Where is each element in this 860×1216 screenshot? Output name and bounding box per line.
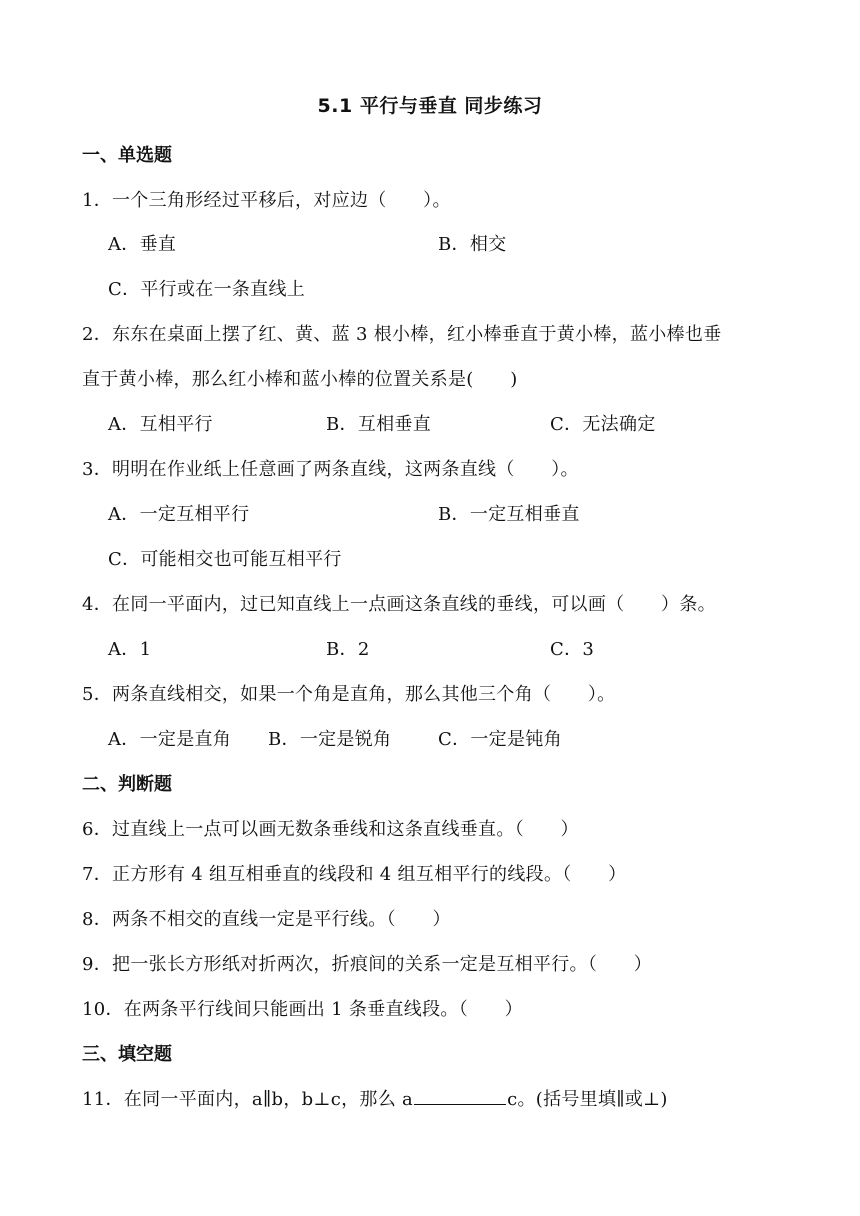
question-6: 6．过直线上一点可以画无数条垂线和这条直线垂直。（ ）	[82, 819, 579, 840]
question-8: 8．两条不相交的直线一定是平行线。（ ）	[82, 909, 451, 930]
question-1-option-a: A．垂直	[108, 234, 177, 255]
question-2-option-a: A．互相平行	[108, 414, 213, 435]
question-2-stem-line-2: 直于黄小棒，那么红小棒和蓝小棒的位置关系是( )	[82, 369, 518, 390]
question-9: 9．把一张长方形纸对折两次，折痕间的关系一定是互相平行。（ ）	[82, 954, 653, 975]
question-2-stem-line-1: 2．东东在桌面上摆了红、黄、蓝 3 根小棒，红小棒垂直于黄小棒，蓝小棒也垂	[82, 324, 722, 345]
section-heading-fill-blank: 三、填空题	[82, 1044, 172, 1065]
question-5-stem: 5．两条直线相交，如果一个角是直角，那么其他三个角（ ）。	[82, 684, 616, 705]
question-4-option-a: A．1	[108, 639, 152, 660]
question-3-option-b: B．一定互相垂直	[438, 504, 580, 525]
question-1-option-b: B．相交	[438, 234, 507, 255]
question-5-option-b: B．一定是锐角	[268, 729, 392, 750]
question-11-blank[interactable]	[414, 1088, 506, 1105]
question-5-option-c: C．一定是钝角	[438, 729, 562, 750]
question-1-option-c: C．平行或在一条直线上	[108, 279, 306, 300]
question-10: 10．在两条平行线间只能画出 1 条垂直线段。（ ）	[82, 999, 523, 1020]
question-4-stem: 4．在同一平面内，过已知直线上一点画这条直线的垂线，可以画（ ）条。	[82, 594, 716, 615]
page-title: 5.1 平行与垂直 同步练习	[317, 95, 543, 117]
question-2-option-c: C．无法确定	[550, 414, 656, 435]
question-4-option-b: B．2	[326, 639, 370, 660]
question-7: 7．正方形有 4 组互相垂直的线段和 4 组互相平行的线段。（ ）	[82, 864, 627, 885]
question-11-suffix: c。(括号里填∥或⊥)	[507, 1089, 668, 1110]
question-3-stem: 3．明明在作业纸上任意画了两条直线，这两条直线（ ）。	[82, 459, 579, 480]
question-3-option-c: C．可能相交也可能互相平行	[108, 549, 342, 570]
section-heading-true-false: 二、判断题	[82, 774, 172, 795]
question-11-prefix: 11．在同一平面内，a∥b，b⊥c，那么 a	[82, 1089, 414, 1110]
question-2-option-b: B．互相垂直	[326, 414, 432, 435]
question-11	[82, 1085, 668, 1111]
question-4-option-c: C．3	[550, 639, 595, 660]
question-5-option-a: A．一定是直角	[108, 729, 232, 750]
section-heading-single-choice: 一、单选题	[82, 145, 172, 166]
question-3-option-a: A．一定互相平行	[108, 504, 250, 525]
question-1-stem: 1．一个三角形经过平移后，对应边（ ）。	[82, 190, 451, 211]
